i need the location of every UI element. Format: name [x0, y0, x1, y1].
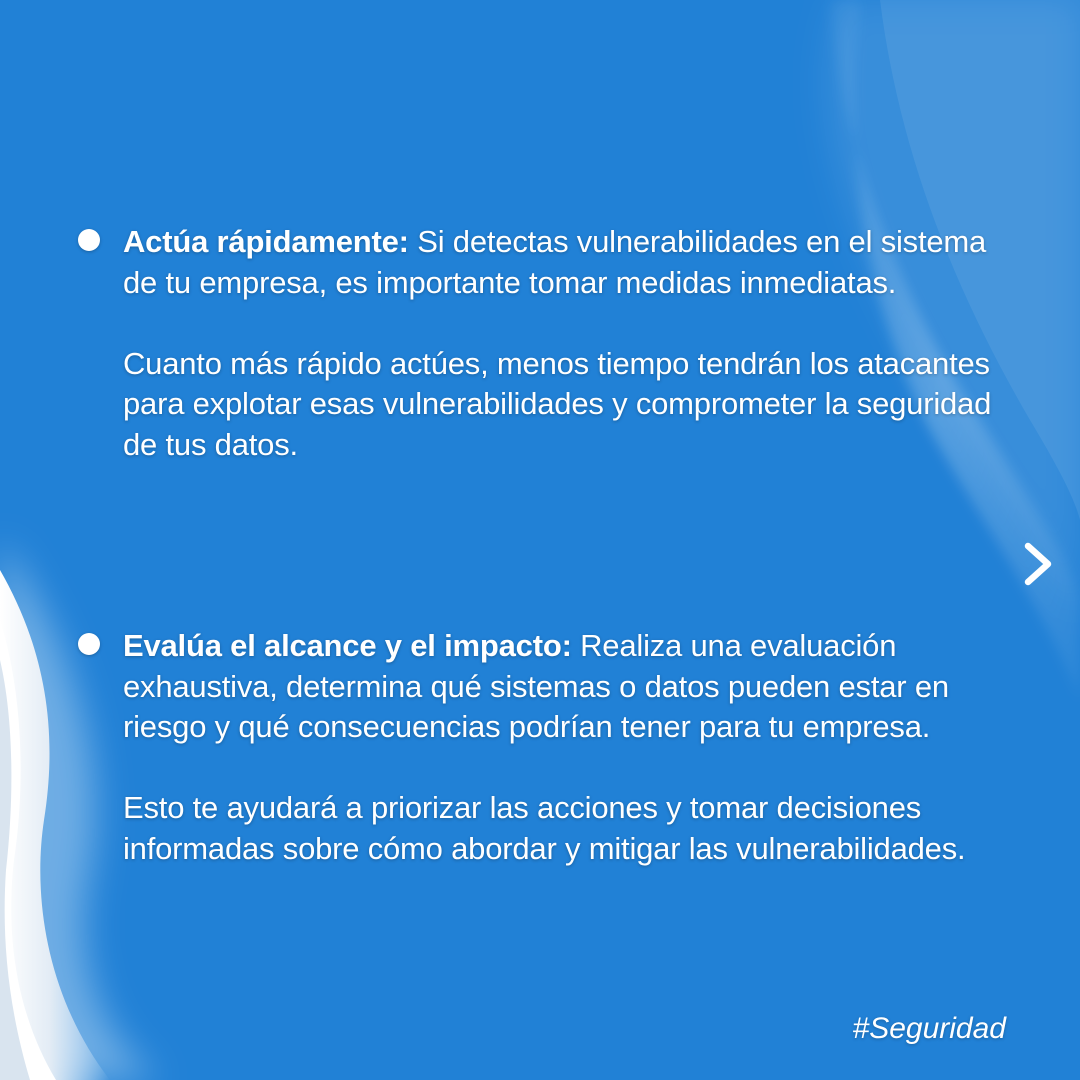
point-extra: Esto te ayudará a priorizar las acciones y tomar decisiones informadas sobre cómo abordar y mitigar las vulnerabilidades. — [123, 790, 966, 866]
bullet-icon — [78, 229, 100, 251]
point-paragraph — [123, 626, 1028, 748]
point-extra: Cuanto más rápido actúes, menos tiempo tendrán los atacantes para explotar esas vulnerabilidades y comprometer la seguridad de tus datos. — [123, 345, 992, 462]
point-evaluate-scope — [78, 626, 1028, 869]
point-title: Actúa rápidamente: — [123, 224, 409, 259]
chevron-right-icon[interactable] — [1016, 540, 1060, 588]
hashtag-label: #Seguridad — [852, 1012, 1006, 1045]
point-title: Evalúa el alcance y el impacto: — [123, 628, 572, 663]
point-body — [123, 222, 1028, 465]
bullet-icon — [78, 633, 100, 655]
point-body — [123, 626, 1028, 869]
point-paragraph — [123, 222, 1028, 303]
point-text: Realiza una evaluación exhaustiva, determina qué sistemas o datos pueden estar en riesgo y qué consecuencias podrían tener para tu empresa. — [123, 628, 949, 744]
point-act-quickly — [78, 222, 1028, 465]
point-text: Si detectas vulnerabilidades en el sistema de tu empresa, es importante tomar medidas inmediatas. — [123, 224, 987, 300]
